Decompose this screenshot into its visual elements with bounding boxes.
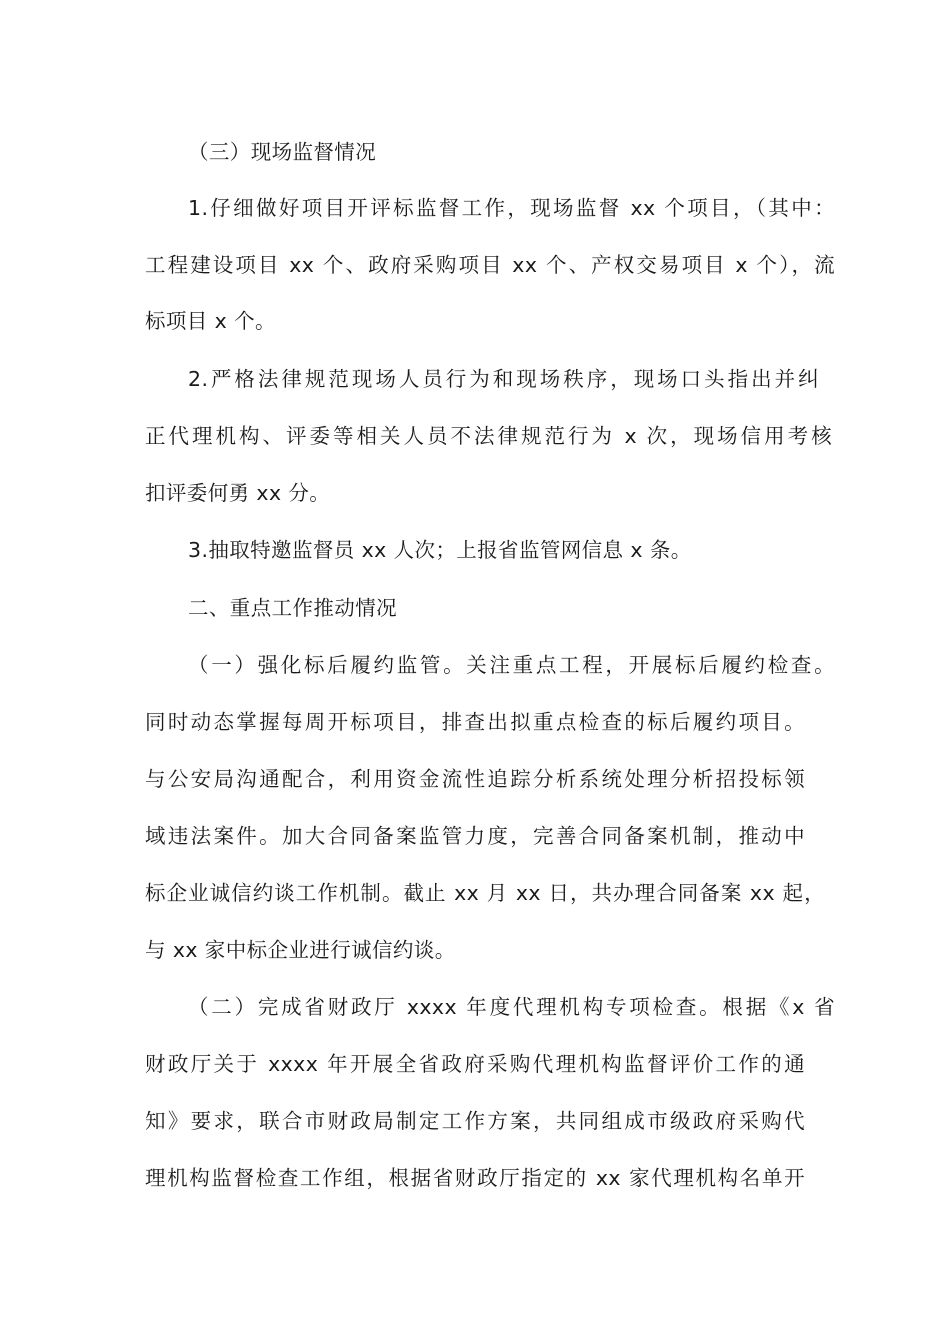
paragraph-line: 3.抽取特邀监督员 xx 人次；上报省监管网信息 x 条。 <box>188 538 692 562</box>
paragraph-line: 同时动态掌握每周开标项目，排查出拟重点检查的标后履约项目。 <box>145 710 805 734</box>
paragraph-line: 域违法案件。加大合同备案监管力度，完善合同备案机制，推动中 <box>145 824 805 848</box>
section-heading-key-work: 二、重点工作推动情况 <box>188 596 397 620</box>
paragraph-line: 扣评委何勇 xx 分。 <box>145 481 331 505</box>
paragraph-line: 标项目 x 个。 <box>145 309 276 333</box>
paragraph-line: （二）完成省财政厅 xxxx 年度代理机构专项检查。根据《x 省 <box>188 995 835 1019</box>
paragraph-line: 知》要求，联合市财政局制定工作方案，共同组成市级政府采购代 <box>145 1109 805 1133</box>
paragraph-line: 标企业诚信约谈工作机制。截止 xx 月 xx 日，共办理合同备案 xx 起， <box>145 881 825 905</box>
paragraph-line: 2.严格法律规范现场人员行为和现场秩序，现场口头指出并纠 <box>188 367 819 391</box>
paragraph-line: 正代理机构、评委等相关人员不法律规范行为 x 次，现场信用考核 <box>145 424 832 448</box>
paragraph-line: （一）强化标后履约监管。关注重点工程，开展标后履约检查。 <box>188 653 835 677</box>
section-heading-onsite-supervision: （三）现场监督情况 <box>188 140 377 164</box>
paragraph-line: 财政厅关于 xxxx 年开展全省政府采购代理机构监督评价工作的通 <box>145 1052 805 1076</box>
paragraph-line: 与公安局沟通配合，利用资金流性追踪分析系统处理分析招投标领 <box>145 767 805 791</box>
paragraph-line: 与 xx 家中标企业进行诚信约谈。 <box>145 938 456 962</box>
paragraph-line: 理机构监督检查工作组，根据省财政厅指定的 xx 家代理机构名单开 <box>145 1166 805 1190</box>
paragraph-line: 工程建设项目 xx 个、政府采购项目 xx 个、产权交易项目 x 个），流 <box>145 253 835 277</box>
paragraph-line: 1.仔细做好项目开评标监督工作，现场监督 xx 个项目，（其中： <box>188 196 835 220</box>
